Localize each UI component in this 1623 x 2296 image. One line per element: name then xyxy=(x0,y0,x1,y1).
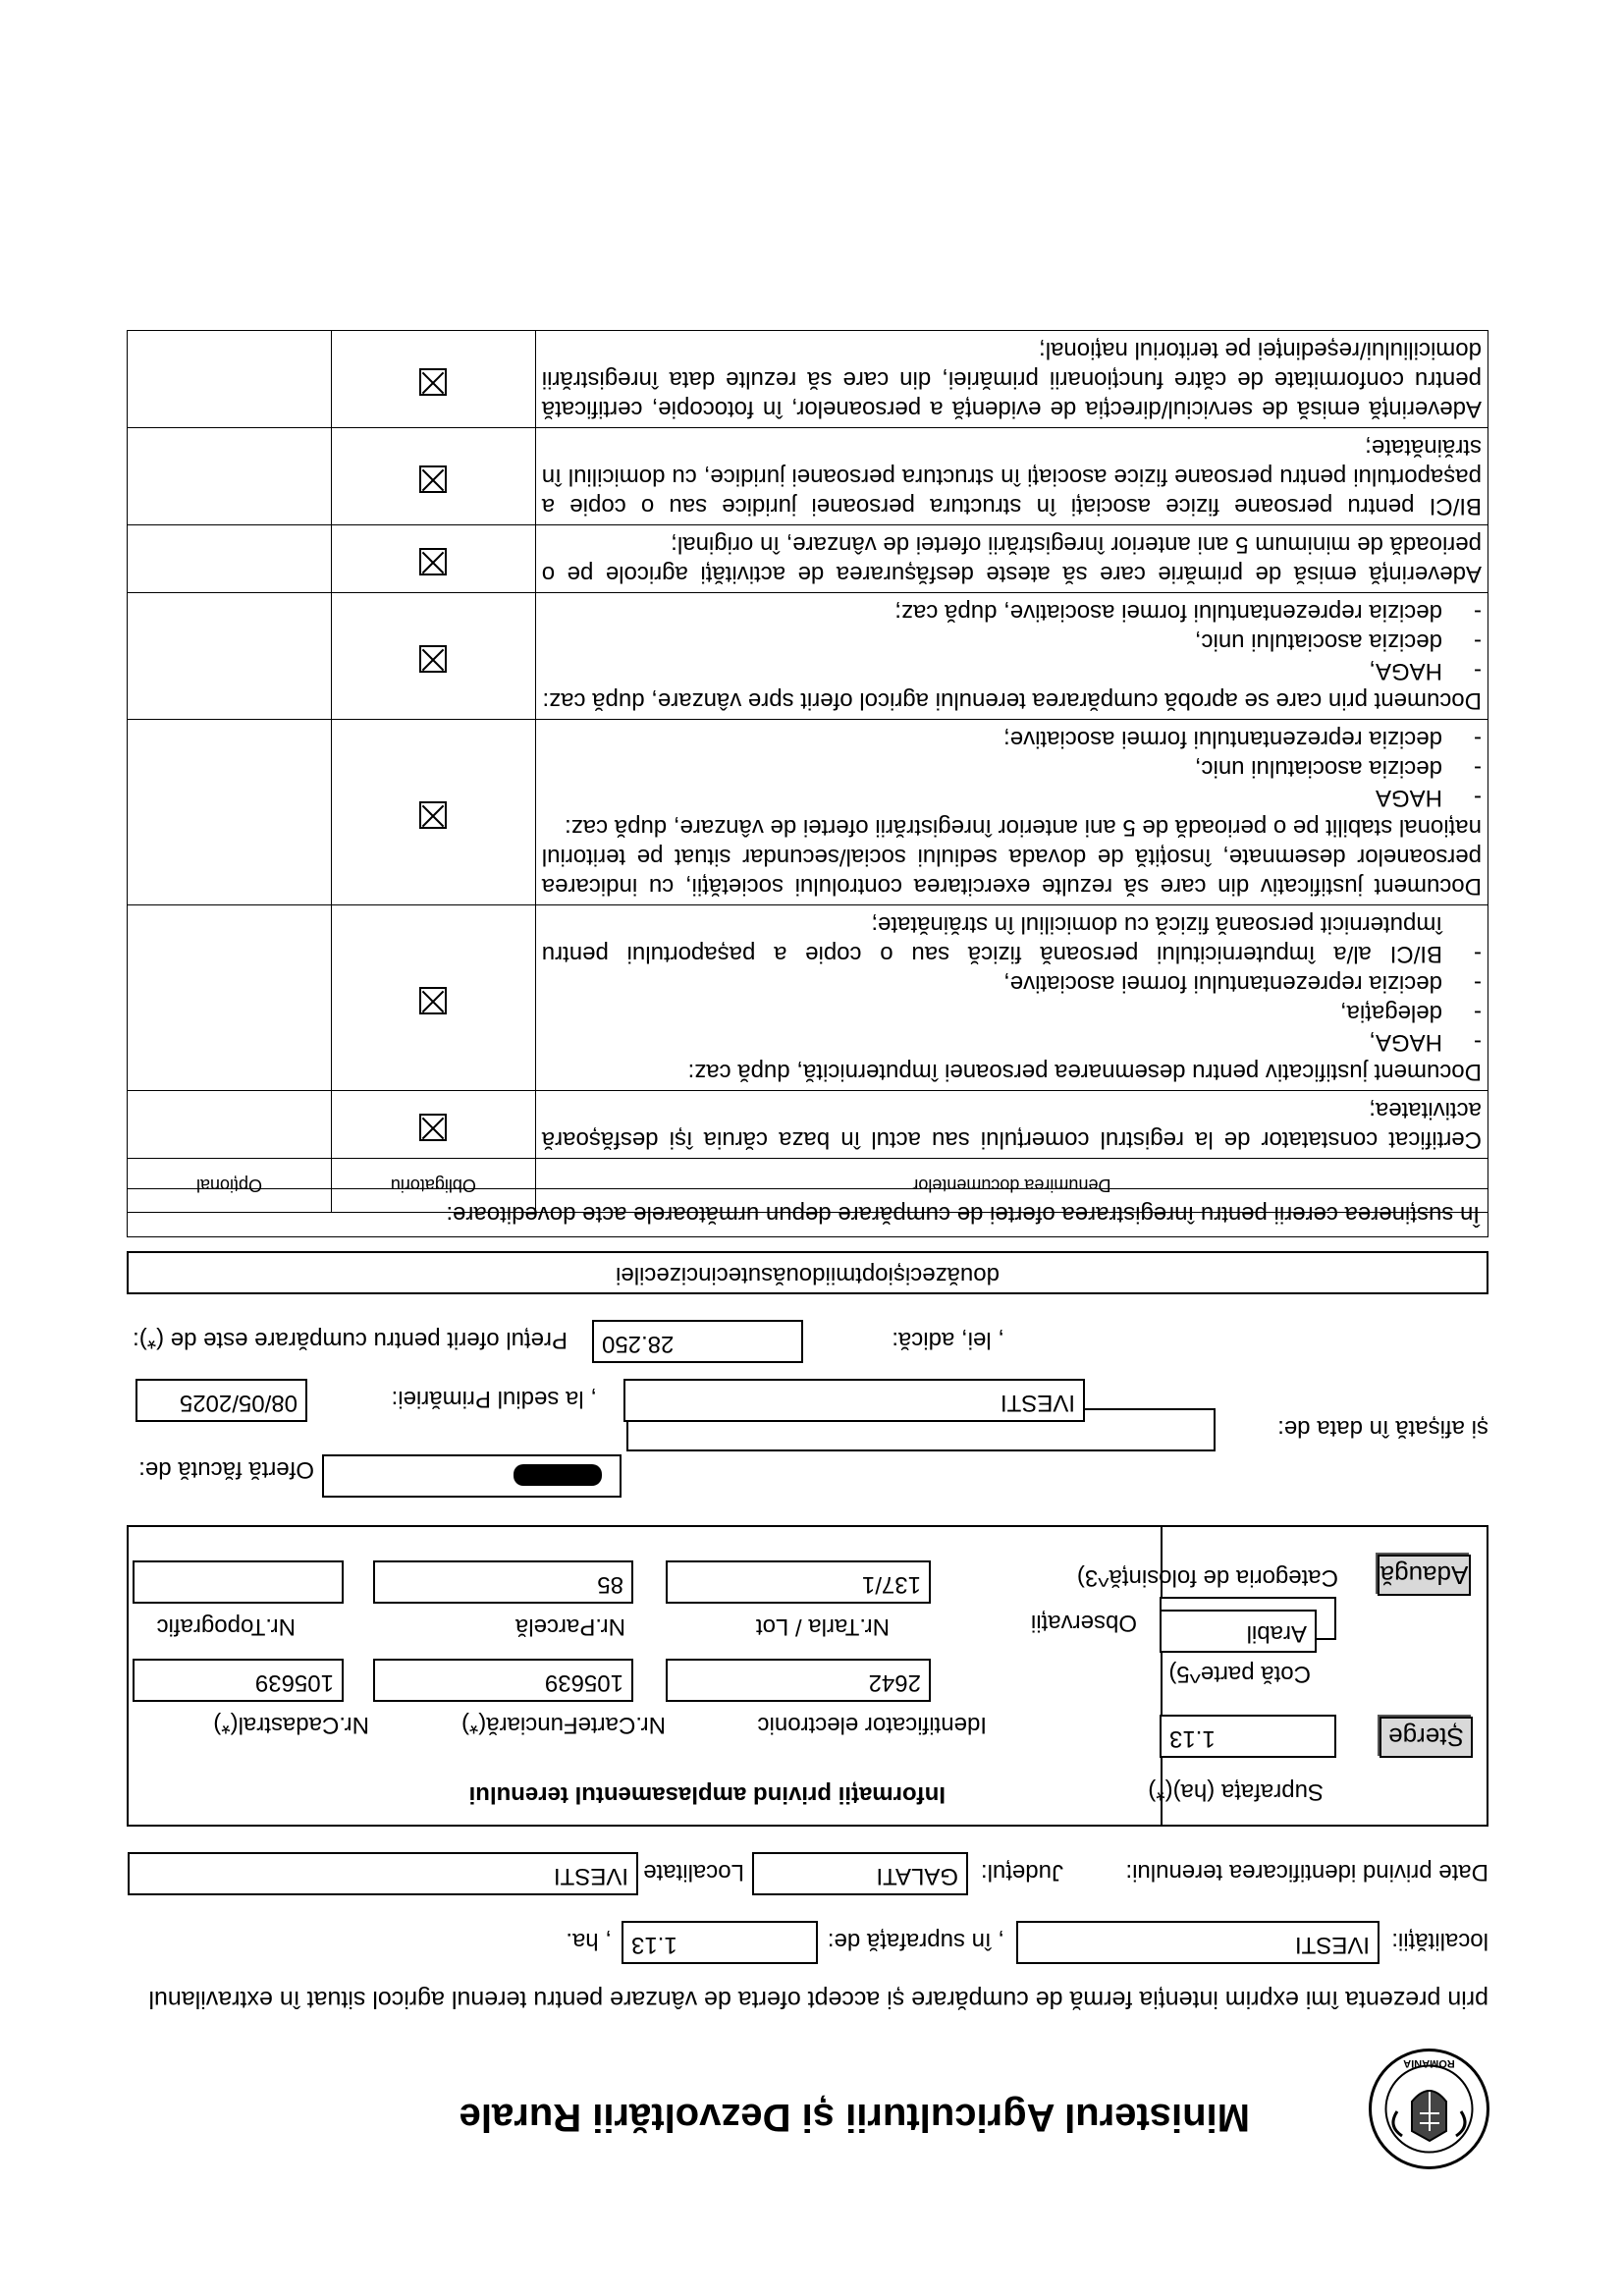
parcela-label: Nr.Parcelă xyxy=(514,1613,625,1640)
list-item: - decizia reprezentantului formei asociative, după caz; xyxy=(542,597,1482,627)
tarla-label: Nr.Tarla / Lot xyxy=(755,1613,890,1640)
localitatii-label: localității: xyxy=(1391,1928,1488,1954)
table-row xyxy=(128,525,1488,593)
amplasament-suprafata-field[interactable]: 1.13 xyxy=(1160,1715,1336,1758)
parcela-field[interactable]: 85 xyxy=(373,1560,633,1604)
doc-list xyxy=(542,909,1482,1057)
adauga-button[interactable]: Adaugă xyxy=(1378,1555,1471,1596)
cota-label: Cotă parte^5) xyxy=(1168,1661,1311,1687)
pret-field[interactable]: 28.250 xyxy=(592,1320,803,1363)
cadastral-label: Nr.Cadastral(*) xyxy=(213,1712,369,1738)
list-item: - decizia asociatului unic, xyxy=(542,753,1482,783)
judet-label: Județul: xyxy=(980,1859,1063,1886)
ministry-seal xyxy=(1368,2048,1490,2170)
doc-text: Document justificativ pentru desemnarea persoanei împuternicită, după caz: xyxy=(687,1059,1482,1085)
doc-list xyxy=(542,724,1482,812)
table-row xyxy=(128,905,1488,1091)
judet-field[interactable]: GALATI xyxy=(752,1852,968,1895)
observatii-label-visible: Observații xyxy=(1030,1610,1137,1636)
col-optional: Opțional xyxy=(128,1159,332,1213)
identificare-label: Date privind identificarea terenului: xyxy=(1125,1859,1488,1886)
ministry-seal-graphic xyxy=(1368,2048,1490,2170)
doc-text: Adeverință emisă de primărie care să ateste desfășurarea de activități agricole pe o perioadă de minimum 5 ani anterior înregistrării ofertei de vânzare, în original; xyxy=(535,525,1488,593)
list-item: - decizia asociatului unic, xyxy=(542,627,1482,656)
doc-text: Document prin care se aprobă cumpărarea terenului agricol oferit spre vânzare, după caz: xyxy=(542,687,1482,714)
checked-checkbox[interactable] xyxy=(419,646,447,674)
data-field[interactable]: 08/05/2025 xyxy=(135,1379,307,1422)
list-item: - HAGA, xyxy=(542,1027,1482,1057)
doc-text: Certificat constatator de la registrul comerțului sau actul în baza căruia își desfășoară activitatea; xyxy=(535,1091,1488,1159)
lei-label: , lei, adică: xyxy=(892,1327,1004,1353)
checked-checkbox[interactable] xyxy=(419,988,447,1015)
topografic-field[interactable] xyxy=(133,1560,344,1604)
col-obligatoriu: Obligatoriu xyxy=(331,1159,535,1213)
checked-checkbox[interactable] xyxy=(419,369,447,397)
oferta-facuta-label: Ofertă făcută de: xyxy=(138,1456,314,1483)
col-denumire: Denumirea documentelor xyxy=(535,1159,1488,1213)
pret-label: Prețul oferit pentru cumpărare este de (*): xyxy=(133,1327,568,1353)
localitate-label: Localitate xyxy=(643,1859,744,1886)
amplasament-suprafata-label: Suprafața (ha)(*) xyxy=(1148,1778,1324,1805)
list-item: - BI/CI al/a împuternicitului persoană fizică sau o copie a pașaportului pentru împuternicit persoană fizică cu domiciliul în străinătate; xyxy=(542,909,1482,968)
oferta-facuta-field[interactable] xyxy=(322,1454,622,1498)
intro-localitate-field[interactable]: IVESTI xyxy=(1016,1921,1380,1964)
categoria-field[interactable]: Arabil xyxy=(1160,1610,1317,1653)
documents-table xyxy=(127,330,1488,1213)
sterge-button[interactable]: Șterge xyxy=(1380,1717,1473,1758)
table-row xyxy=(128,1091,1488,1159)
table-row xyxy=(128,331,1488,428)
ha-label: , ha. xyxy=(566,1928,612,1954)
seal-text: ROMANIA xyxy=(1403,2057,1455,2069)
amplasament-title: Informații privind amplasamentul terenului xyxy=(468,1781,946,1808)
carte-label: Nr.CarteFunciară(*) xyxy=(460,1712,666,1738)
doc-text: Adeverință emisă de serviciul/direcția de evidență a persoanelor, în fotocopie, certificată pentru conformitate de către funcționarii primăriei, din care să rezulte data înregistrării domiciliului/reședinței pe teritoriul național; xyxy=(535,331,1488,428)
categoria-label: Categoria de folosință^3) xyxy=(1076,1564,1338,1591)
doc-text: Document justificativ din care să rezulte exercitarea controlului societății, cu indicarea persoanelor desemnate, însoțită de dovada sediului social/secundar situat pe teritoriul național stabilit pe o perioadă de 5 ani anterior înregistrării ofertei de vânzare, după caz: xyxy=(541,814,1482,900)
checked-checkbox[interactable] xyxy=(419,802,447,830)
primarie-label: , la sediul Primăriei: xyxy=(391,1386,597,1412)
doc-text: BI/CI pentru persoane fizice asociați în structura persoanei juridice sau o copie a pașaportului pentru persoane fizice asociați în structura persoanei juridice, cu domiciliul în străinătate; xyxy=(535,428,1488,525)
primarie-field[interactable]: IVESTI xyxy=(623,1379,1085,1422)
localitate-field[interactable]: IVESTI xyxy=(128,1852,638,1895)
identificator-field[interactable]: 2642 xyxy=(666,1659,931,1702)
checked-checkbox[interactable] xyxy=(419,549,447,576)
cadastral-field[interactable]: 105639 xyxy=(133,1659,344,1702)
list-item: - decizia reprezentantului formei asociative; xyxy=(542,724,1482,753)
suprafata-label: , în suprafață de: xyxy=(827,1928,1004,1954)
afisata-label: și afișată în data de: xyxy=(1277,1415,1488,1442)
observatii-field[interactable] xyxy=(984,1632,1000,1640)
identificator-label: Identificator electronic xyxy=(757,1712,987,1738)
redacted-name xyxy=(514,1464,602,1486)
list-item: - HAGA, xyxy=(542,656,1482,685)
litere-field[interactable]: douăzecișioptmiidouăsutecincizecilei xyxy=(127,1251,1488,1294)
table-row xyxy=(128,593,1488,720)
carte-field[interactable]: 105639 xyxy=(373,1659,633,1702)
documente-intro: În susținerea cererii pentru înregistrarea ofertei de cumpărare depun următoarele acte doveditoare: xyxy=(127,1188,1488,1237)
checked-checkbox[interactable] xyxy=(419,1115,447,1142)
list-item: - decizia reprezentantului formei asociative, xyxy=(542,968,1482,998)
topografic-label: Nr.Topografic xyxy=(156,1613,296,1640)
table-row xyxy=(128,720,1488,905)
page-title: Ministerul Agriculturii și Dezvoltării Rurale xyxy=(459,2096,1250,2139)
doc-list xyxy=(542,597,1482,685)
table-row xyxy=(128,428,1488,525)
tarla-field[interactable]: 137/1 xyxy=(666,1560,931,1604)
list-item: - delegația, xyxy=(542,998,1482,1027)
intro-text: prin prezenta îmi exprim intenția fermă de cumpărare și accept oferta de vânzare pentru terenul agricol situat în extravilanul xyxy=(148,1986,1488,2013)
intro-suprafata-field[interactable]: 1.13 xyxy=(622,1921,818,1964)
checked-checkbox[interactable] xyxy=(419,466,447,494)
table-header-row xyxy=(128,1159,1488,1213)
list-item: - HAGA xyxy=(542,783,1482,812)
